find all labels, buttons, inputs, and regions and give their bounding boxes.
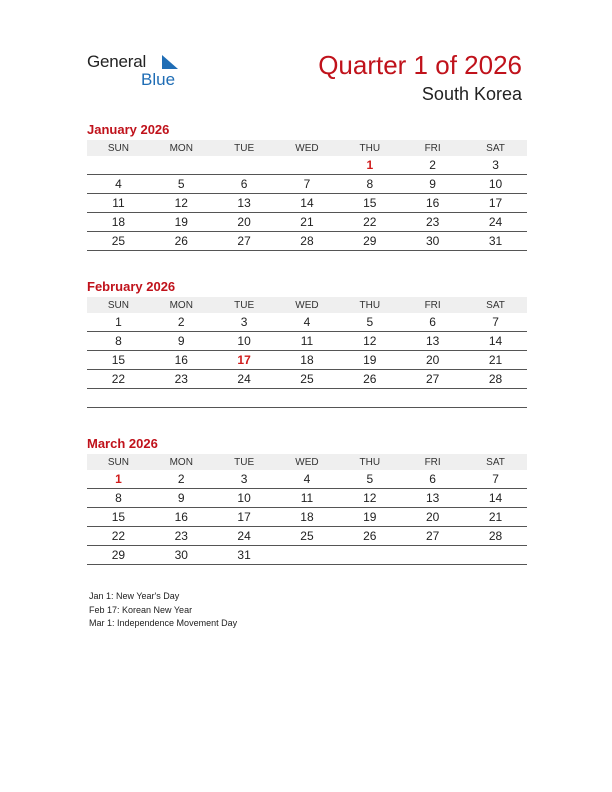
day-cell: 7: [464, 313, 527, 332]
weekday-header: THU: [338, 454, 401, 470]
day-cell: 27: [401, 370, 464, 389]
day-cell: [276, 156, 339, 175]
day-cell: 24: [213, 370, 276, 389]
day-cell: 4: [276, 313, 339, 332]
day-cell: 21: [464, 508, 527, 527]
day-cell: 6: [401, 470, 464, 489]
day-cell: 23: [150, 370, 213, 389]
day-cell: 3: [213, 313, 276, 332]
weekday-header-row: [87, 297, 527, 313]
day-cell: 20: [213, 213, 276, 232]
day-cell: 2: [150, 470, 213, 489]
day-cell: 3: [464, 156, 527, 175]
week-row: [87, 370, 527, 389]
day-cell: [464, 546, 527, 565]
weekday-header: TUE: [213, 454, 276, 470]
day-cell: 25: [87, 232, 150, 251]
day-cell: 3: [213, 470, 276, 489]
day-cell: 10: [464, 175, 527, 194]
week-row: [87, 351, 527, 370]
day-cell: 22: [338, 213, 401, 232]
weekday-header-row: [87, 140, 527, 156]
day-cell: 16: [150, 508, 213, 527]
weekday-header: SAT: [464, 454, 527, 470]
month-title: January 2026: [87, 122, 170, 137]
day-cell: 5: [338, 313, 401, 332]
day-cell: 23: [401, 213, 464, 232]
weekday-header: THU: [338, 140, 401, 156]
day-cell: 17: [213, 508, 276, 527]
day-cell: 12: [150, 194, 213, 213]
day-cell: 1: [87, 313, 150, 332]
day-cell: 26: [338, 527, 401, 546]
weekday-header: THU: [338, 297, 401, 313]
week-row: [87, 332, 527, 351]
day-cell: 7: [464, 470, 527, 489]
weekday-header: SUN: [87, 454, 150, 470]
weekday-header: MON: [150, 140, 213, 156]
week-row: [87, 194, 527, 213]
day-cell: 4: [87, 175, 150, 194]
day-cell: 13: [401, 489, 464, 508]
day-cell: 12: [338, 489, 401, 508]
holiday-note: Jan 1: New Year's Day: [89, 591, 180, 601]
day-cell: 28: [464, 527, 527, 546]
day-cell: [338, 546, 401, 565]
day-cell: 18: [276, 508, 339, 527]
weekday-header: TUE: [213, 140, 276, 156]
day-cell: 11: [276, 489, 339, 508]
day-cell: [401, 389, 464, 408]
day-cell: 26: [338, 370, 401, 389]
weekday-header: MON: [150, 454, 213, 470]
logo-triangle-icon: [162, 55, 178, 69]
day-cell: [464, 389, 527, 408]
day-cell: 9: [150, 489, 213, 508]
week-row: [87, 546, 527, 565]
week-row: [87, 232, 527, 251]
day-cell: [213, 389, 276, 408]
weekday-header: SUN: [87, 140, 150, 156]
day-cell: 22: [87, 527, 150, 546]
weekday-header: WED: [276, 140, 339, 156]
day-cell: 19: [150, 213, 213, 232]
day-cell: 19: [338, 508, 401, 527]
day-cell: 28: [464, 370, 527, 389]
day-cell: 19: [338, 351, 401, 370]
day-cell: 11: [276, 332, 339, 351]
page-title: Quarter 1 of 2026: [318, 50, 522, 80]
day-cell: 30: [150, 546, 213, 565]
day-cell: 24: [464, 213, 527, 232]
country-name: South Korea: [421, 84, 522, 104]
day-cell: 2: [401, 156, 464, 175]
day-cell: 10: [213, 489, 276, 508]
day-cell: 31: [464, 232, 527, 251]
weekday-header: FRI: [401, 297, 464, 313]
day-cell: 14: [464, 332, 527, 351]
day-cell: [87, 389, 150, 408]
weekday-header: FRI: [401, 454, 464, 470]
day-cell: 16: [150, 351, 213, 370]
holiday-note: Feb 17: Korean New Year: [89, 604, 193, 615]
day-cell: 6: [213, 175, 276, 194]
day-cell: 27: [401, 527, 464, 546]
day-cell: 10: [213, 332, 276, 351]
day-cell: 16: [401, 194, 464, 213]
week-row: [87, 489, 527, 508]
day-cell: 15: [338, 194, 401, 213]
day-cell: 18: [276, 351, 339, 370]
day-cell: 15: [87, 508, 150, 527]
week-row: [87, 527, 527, 546]
day-cell: [150, 156, 213, 175]
day-cell: 9: [150, 332, 213, 351]
day-cell: 6: [401, 313, 464, 332]
month-title: February 2026: [87, 279, 176, 294]
weekday-header: MON: [150, 297, 213, 313]
weekday-header: WED: [276, 454, 339, 470]
calendar-grid: [87, 140, 527, 251]
week-row: [87, 313, 527, 332]
holiday-note: Mar 1: Independence Movement Day: [89, 618, 238, 628]
day-cell: 15: [87, 351, 150, 370]
day-cell: 21: [276, 213, 339, 232]
day-cell: 18: [87, 213, 150, 232]
day-cell: 31: [213, 546, 276, 565]
holiday-day-cell: 1: [87, 470, 150, 489]
day-cell: 29: [87, 546, 150, 565]
day-cell: 13: [401, 332, 464, 351]
day-cell: 26: [150, 232, 213, 251]
calendar-grid: [87, 454, 527, 565]
day-cell: 20: [401, 508, 464, 527]
day-cell: 8: [87, 489, 150, 508]
generalblue-logo: [87, 52, 187, 92]
weekday-header: WED: [276, 297, 339, 313]
month-title: March 2026: [87, 436, 158, 451]
week-row: [87, 508, 527, 527]
month-block-march: [87, 435, 527, 565]
day-cell: [213, 156, 276, 175]
week-row: [87, 389, 527, 408]
day-cell: [276, 389, 339, 408]
weekday-header: SUN: [87, 297, 150, 313]
week-row: [87, 470, 527, 489]
day-cell: 14: [276, 194, 339, 213]
day-cell: [338, 389, 401, 408]
day-cell: 11: [87, 194, 150, 213]
day-cell: 5: [338, 470, 401, 489]
day-cell: 22: [87, 370, 150, 389]
day-cell: 9: [401, 175, 464, 194]
week-row: [87, 175, 527, 194]
holiday-notes: [89, 590, 237, 631]
logo-word-general: General: [87, 52, 147, 71]
weekday-header: FRI: [401, 140, 464, 156]
day-cell: 21: [464, 351, 527, 370]
day-cell: 13: [213, 194, 276, 213]
logo-word-blue: Blue: [141, 70, 176, 89]
month-block-february: [87, 278, 527, 408]
day-cell: 7: [276, 175, 339, 194]
day-cell: 23: [150, 527, 213, 546]
day-cell: 2: [150, 313, 213, 332]
weekday-header: SAT: [464, 140, 527, 156]
day-cell: 8: [338, 175, 401, 194]
day-cell: 30: [401, 232, 464, 251]
day-cell: 14: [464, 489, 527, 508]
calendar-grid: [87, 297, 527, 408]
day-cell: [87, 156, 150, 175]
day-cell: 5: [150, 175, 213, 194]
holiday-day-cell: 1: [338, 156, 401, 175]
weekday-header-row: [87, 454, 527, 470]
weekday-header: TUE: [213, 297, 276, 313]
day-cell: 20: [401, 351, 464, 370]
day-cell: [276, 546, 339, 565]
day-cell: 17: [464, 194, 527, 213]
day-cell: 27: [213, 232, 276, 251]
day-cell: [401, 546, 464, 565]
day-cell: 28: [276, 232, 339, 251]
weekday-header: SAT: [464, 297, 527, 313]
day-cell: 25: [276, 370, 339, 389]
day-cell: 8: [87, 332, 150, 351]
holiday-day-cell: 17: [213, 351, 276, 370]
day-cell: [150, 389, 213, 408]
day-cell: 29: [338, 232, 401, 251]
week-row: [87, 156, 527, 175]
day-cell: 24: [213, 527, 276, 546]
week-row: [87, 213, 527, 232]
day-cell: 4: [276, 470, 339, 489]
month-block-january: [87, 121, 527, 251]
day-cell: 25: [276, 527, 339, 546]
day-cell: 12: [338, 332, 401, 351]
